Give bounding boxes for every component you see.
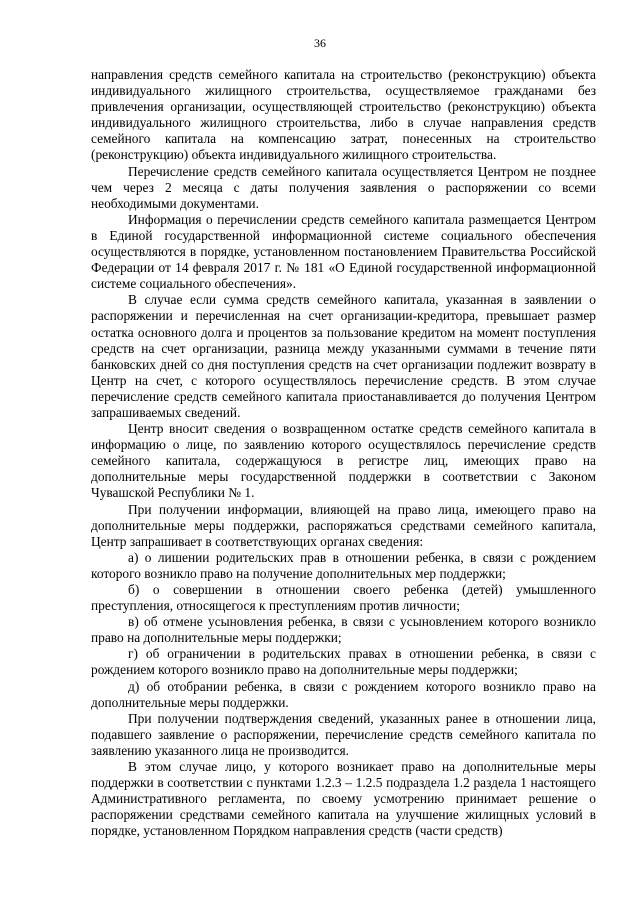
- paragraph-continuation: направления средств семейного капитала на строительство (реконструкцию) объекта индивидуального жилищного строительства, осуществляемое гражданами без привлечения организации, осуществляющей строительство (реконструкцию) объекта индивидуального жилищного строительства, либо в случае направления средств семейного капитала на компенсацию затрат, понесенных на строительство (реконструкцию) объекта индивидуального жилищного строительства.: [91, 67, 596, 163]
- paragraph-register-update: Центр вносит сведения о возвращенном остатке средств семейного капитала в информацию о лице, по заявлению которого осуществлялось перечисление средств семейного капитала, содержащуюся в регистре лиц, имеющих право на дополнительные меры государственной поддержки в соответствии с Законом Чувашской Республики № 1.: [91, 421, 596, 501]
- paragraph-egisso-info: Информация о перечислении средств семейного капитала размещается Центром в Единой государственной информационной системе социального обеспечения осуществляются в порядке, установленном постановлением Правительства Российской Федерации от 14 февраля 2017 г. № 181 «О Единой государственной информационной системе социального обеспечения».: [91, 211, 596, 292]
- paragraph-confirmation: При получении подтверждения сведений, указанных ранее в отношении лица, подавшего заявление о распоряжении, перечисление средств семейного капитала по заявлению указанного лица не производится.: [91, 710, 596, 758]
- list-item-v: в) об отмене усыновления ребенка, в связи с усыновлением которого возникло право на дополнительные меры поддержки;: [91, 614, 596, 646]
- list-item-a: а) о лишении родительских прав в отношении ребенка, в связи с рождением которого возникло право на получение дополнительных мер поддержки;: [91, 549, 596, 581]
- paragraph-new-right-holder: В этом случае лицо, у которого возникает право на дополнительные меры поддержки в соответствии с пунктами 1.2.3 – 1.2.5 подраздела 1.2 раздела 1 настоящего Административного регламента, по своему усмотрению принимает решение о распоряжении средствами семейного капитала на улучшение жилищных условий в порядке, установленном Порядком направления средств (части средств): [91, 759, 596, 839]
- list-item-b: б) о совершении в отношении своего ребенка (детей) умышленного преступления, относящегося к преступлениям против личности;: [91, 582, 596, 614]
- page-number: 36: [314, 36, 326, 50]
- list-item-d: д) об отобрании ребенка, в связи с рождением которого возникло право на дополнительные меры поддержки.: [91, 678, 596, 710]
- paragraph-transfer-deadline: Перечисление средств семейного капитала осуществляется Центром не позднее чем через 2 месяца с даты получения заявления о распоряжении со всеми необходимыми документами.: [91, 163, 596, 211]
- paragraph-request-info: При получении информации, влияющей на право лица, имеющего право на дополнительные меры поддержки, распоряжаться средствами семейного капитала, Центр запрашивает в соответствующих органах сведения:: [91, 501, 596, 549]
- paragraph-excess-refund: В случае если сумма средств семейного капитала, указанная в заявлении о распоряжении и перечисленная на счет организации-кредитора, превышает размер остатка основного долга и процентов за пользование кредитом на момент поступления средств на счет организации, разница между указанными суммами в течение пяти банковских дней со дня поступления средств на счет организации подлежит возврату в Центр на счет, с которого осуществлялось перечисление средств. В этом случае перечисление средств семейного капитала приостанавливается до получения Центром запрашиваемых сведений.: [91, 292, 596, 420]
- document-body: [91, 67, 596, 840]
- list-item-g: г) об ограничении в родительских правах в отношении ребенка, в связи с рождением которого возникло право на дополнительные меры поддержки;: [91, 646, 596, 678]
